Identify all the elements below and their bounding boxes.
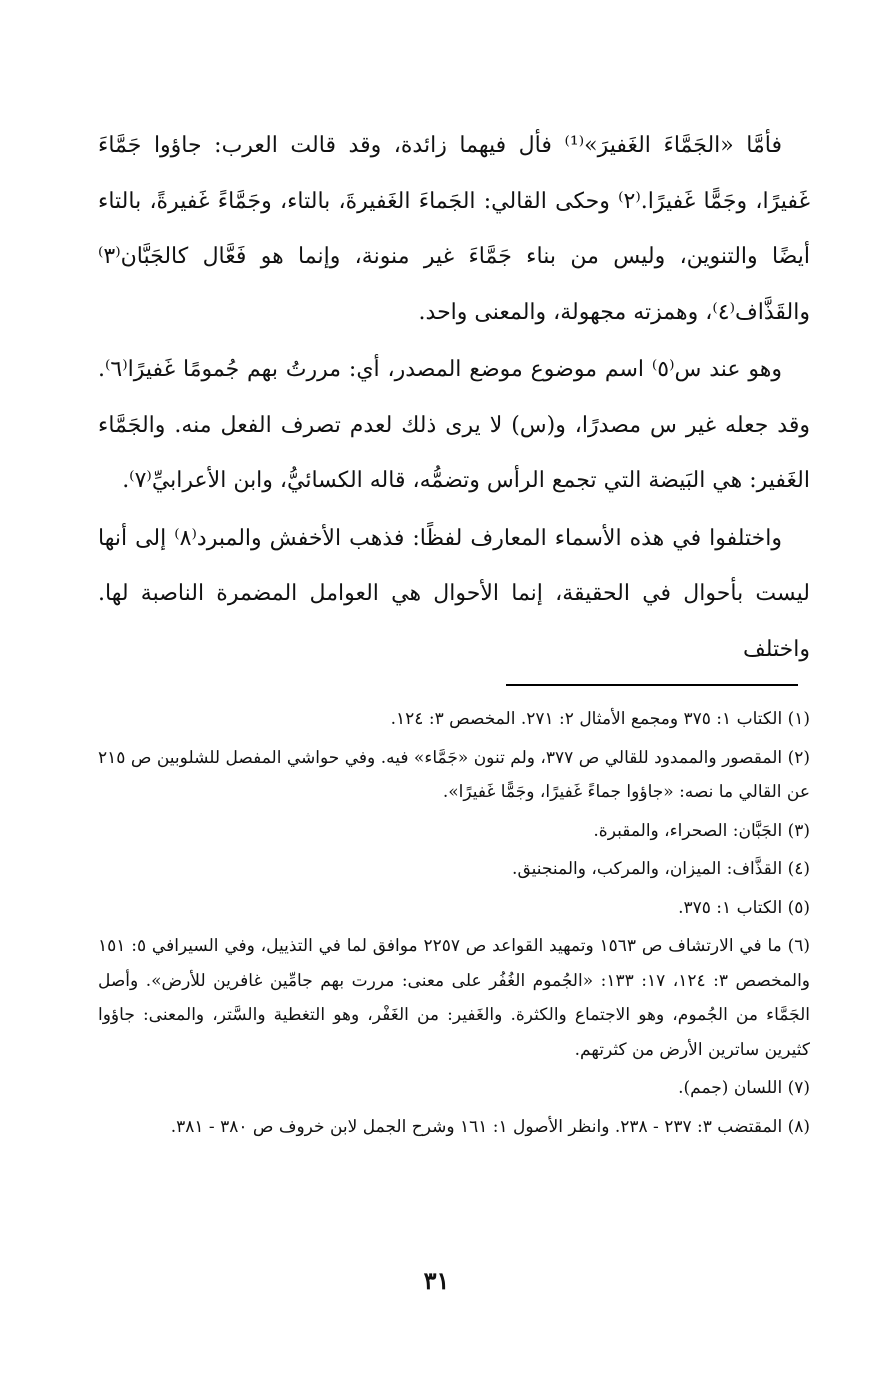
body-paragraph-2: وهو عند س⁽٥⁾ اسم موضوع موضع المصدر، أي: مررتُ بهم جُمومًا غَفيرًا⁽٦⁾. وقد جعله غير س مصدرًا، و(س) لا يرى ذلك لعدم تصرف الفعل منه. والجَمَّاء الغَفير: هي البَيضة التي تجمع الرأس وتضمُّه، قاله الكسائيُّ، وابن الأعرابيِّ⁽٧⁾. <box>98 357 810 493</box>
footnote-1: (١) الكتاب ١: ٣٧٥ ومجمع الأمثال ٢: ٢٧١. المخصص ٣: ١٢٤. <box>390 709 810 729</box>
footnote-8: (٨) المقتضب ٣: ٢٣٧ - ٢٣٨. وانظر الأصول ١: ١٦١ وشرح الجمل لابن خروف ص ٣٨٠ - ٣٨١. <box>170 1116 810 1137</box>
footnote-7: (٧) اللسان (جمم). <box>678 1078 810 1098</box>
footnote-2: (٢) المقصور والممدود للقالي ص ٣٧٧، ولم تنون «جَمَّاء» فيه. وفي حواشي المفصل للشلوبين ص ٢١٥ عن القالي ما نصه: «جاؤوا جماءً غَفيرًا، وجَمًّا غَفيرًا». <box>98 747 810 802</box>
body-paragraph-1: فأمَّا «الجَمَّاءَ الغَفيرَ»⁽¹⁾ فأل فيهما زائدة، وقد قالت العرب: جاؤوا جَمَّاءَ غَفيرًا، وجَمًّا غَفيرًا.⁽٢⁾ وحكى القالي: الجَماءَ الغَفيرةَ، بالتاء، وجَمَّاءً غَفيرةً، بالتاء أيضًا والتنوين، وليس من بناء جَمَّاءَ غير منونة، وإنما هو فَعَّال كالجَبَّان⁽٣⁾ والقَذَّاف⁽٤⁾، وهمزته مجهولة، والمعنى واحد. <box>98 133 810 325</box>
footnotes <box>98 702 810 1148</box>
footnote-5: (٥) الكتاب ١: ٣٧٥. <box>678 897 810 918</box>
footnote-3: (٣) الجَبَّان: الصحراء، والمقبرة. <box>593 820 810 841</box>
main-text <box>98 118 810 677</box>
footnote-4: (٤) القذَّاف: الميزان، والمركب، والمنجنيق. <box>512 859 810 879</box>
footnote-separator <box>506 684 798 686</box>
footnote-6: (٦) ما في الارتشاف ص ١٥٦٣ وتمهيد القواعد ص ٢٢٥٧ موافق لما في التذييل، وفي السيرافي ٥: ١٥١ والمخصص ٣: ١٢٤، ١٧: ١٣٣: «الجُموم الغُفُر على معنى: مررت بهم جامِّين غافرين للأرض». وأصل الجَمَّاء من الجُموم، وهو الاجتماع والكثرة. والغَفير: من الغَفْر، وهو التغطية والسَّتر، والمعنى: جاؤوا كثيرين ساترين الأرض من كثرتهم. <box>98 936 810 1060</box>
body-paragraph-3: واختلفوا في هذه الأسماء المعارف لفظًا: فذهب الأخفش والمبرد⁽٨⁾ إلى أنها ليست بأحوال في الحقيقة، إنما الأحوال هي العوامل المضمرة الناصبة لها. واختلف <box>98 525 810 662</box>
page-number: ٣١ <box>423 1266 450 1295</box>
